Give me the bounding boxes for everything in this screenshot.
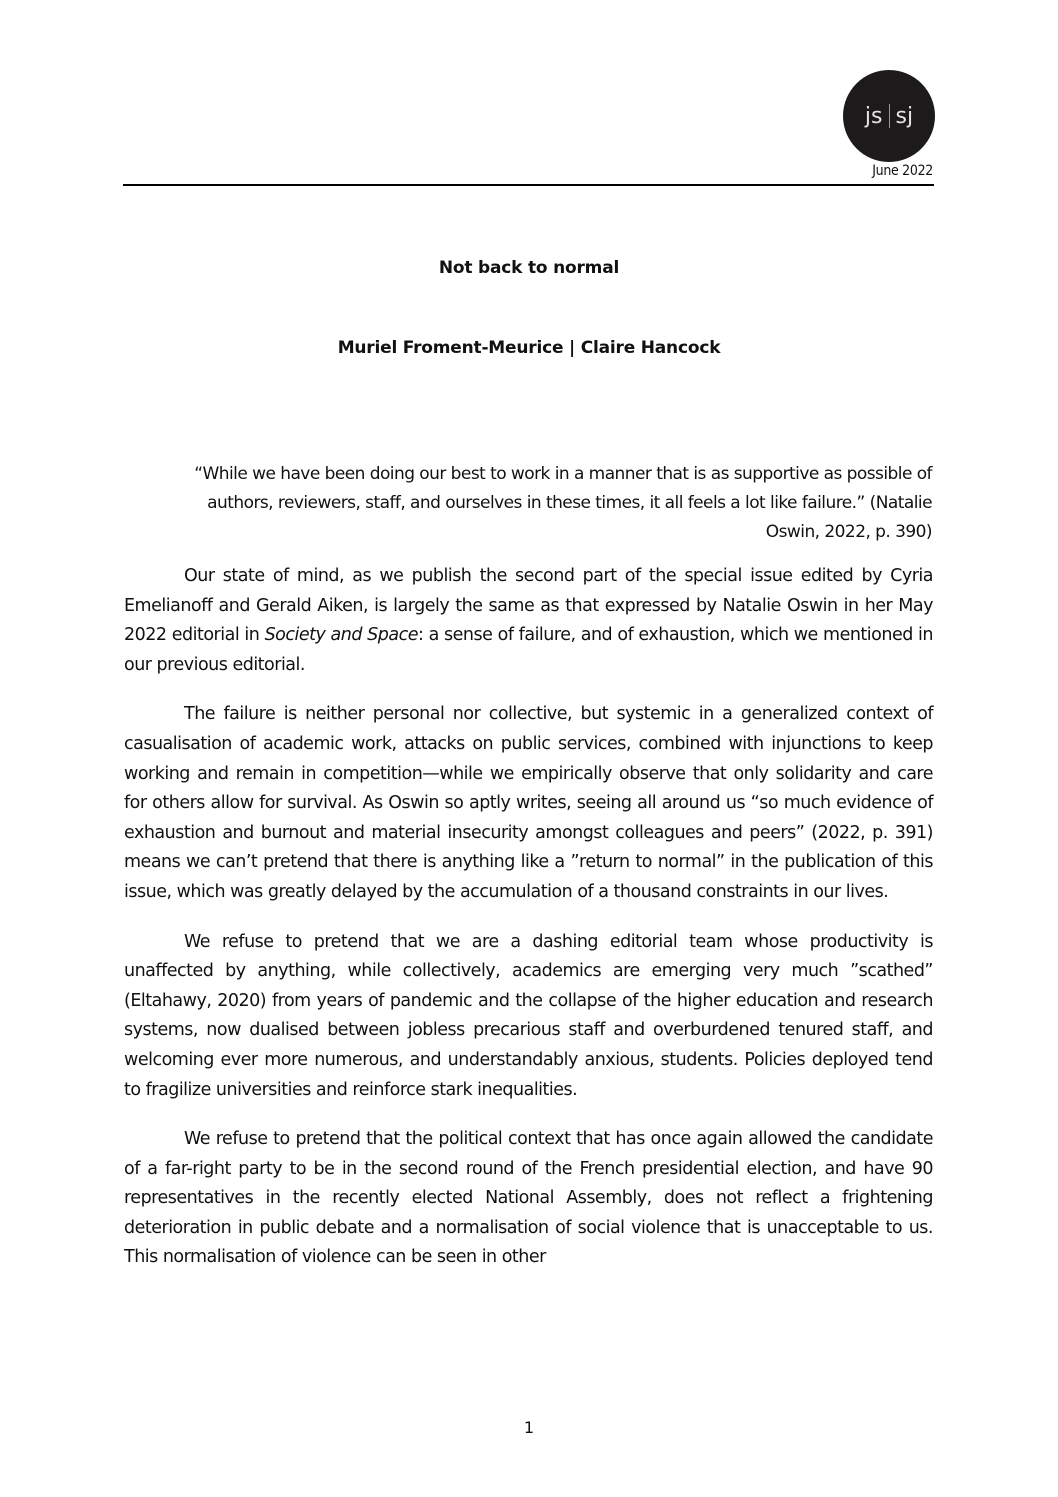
page-number: 1 xyxy=(523,1418,535,1437)
paragraph-2: The failure is neither personal nor collective, but systemic in a generalized context of casualisation of academic work, attacks on public services, combined with injunctions to keep working and remain in competition—while we empirically observe that only solidarity and care for others allow for survival. As Oswin so aptly writes, seeing all around us “so much evidence of exhaustion and burnout and material insecurity amongst colleagues and peers” (2022, p. 391) means we can’t pretend that there is anything like a ”return to normal” in the publication of this issue, which was greatly delayed by the accumulation of a thousand constraints in our lives. xyxy=(124,704,933,902)
epigraph-citation: (Natalie Oswin, 2022, p. 390) xyxy=(765,493,932,542)
logo-left-letters: js xyxy=(864,103,883,129)
logo-divider xyxy=(889,104,890,128)
epigraph xyxy=(190,460,932,547)
paragraph-1-text-after: : a sense of failure, and of exhaustion, which we mentioned in our previous editorial. xyxy=(124,625,933,675)
article-title: Not back to normal xyxy=(438,258,620,278)
journal-logo-text xyxy=(865,104,913,129)
paragraph-3: We refuse to pretend that we are a dashing editorial team whose productivity is unaffected by anything, while collectively, academics are emerging very much ”scathed” (Eltahawy, 2020) from years of pandemic and the collapse of the higher education and research systems, now dualised between jobless precarious staff and overburdened tenured staff, and welcoming ever more numerous, and understandably anxious, students. Policies deployed tend to fragilize universities and reinforce stark inequalities. xyxy=(124,931,933,1100)
paragraph-4: We refuse to pretend that the political context that has once again allowed the candidate of a far-right party to be in the second round of the French presidential election, and have 90 representatives in the recently elected National Assembly, does not reflect a frightening deterioration in public debate and a normalisation of social violence that is unacceptable to us. This normalisation of violence can be seen in other xyxy=(124,1129,933,1268)
paragraph-1-text-before: Our state of mind, as we publish the second part of the special issue edited by Cyria Emelianoff and Gerald Aiken, is largely the same as that expressed by Natalie Oswin in her May 2022 editorial in xyxy=(124,566,933,646)
journal-logo xyxy=(843,70,935,162)
header-rule xyxy=(123,184,934,186)
article-authors: Muriel Froment-Meurice | Claire Hancock xyxy=(337,338,721,358)
publication-date: June 2022 xyxy=(872,163,933,179)
article-body xyxy=(124,562,933,1293)
logo-right-letters: sj xyxy=(895,103,914,129)
epigraph-quote: “While we have been doing our best to work in a manner that is as supportive as possible of authors, reviewers, staff, and ourselves in these times, it all feels a lot like failure.” xyxy=(194,464,932,513)
paragraph-1 xyxy=(124,562,933,680)
journal-name-italic: Society and Space xyxy=(264,625,419,646)
